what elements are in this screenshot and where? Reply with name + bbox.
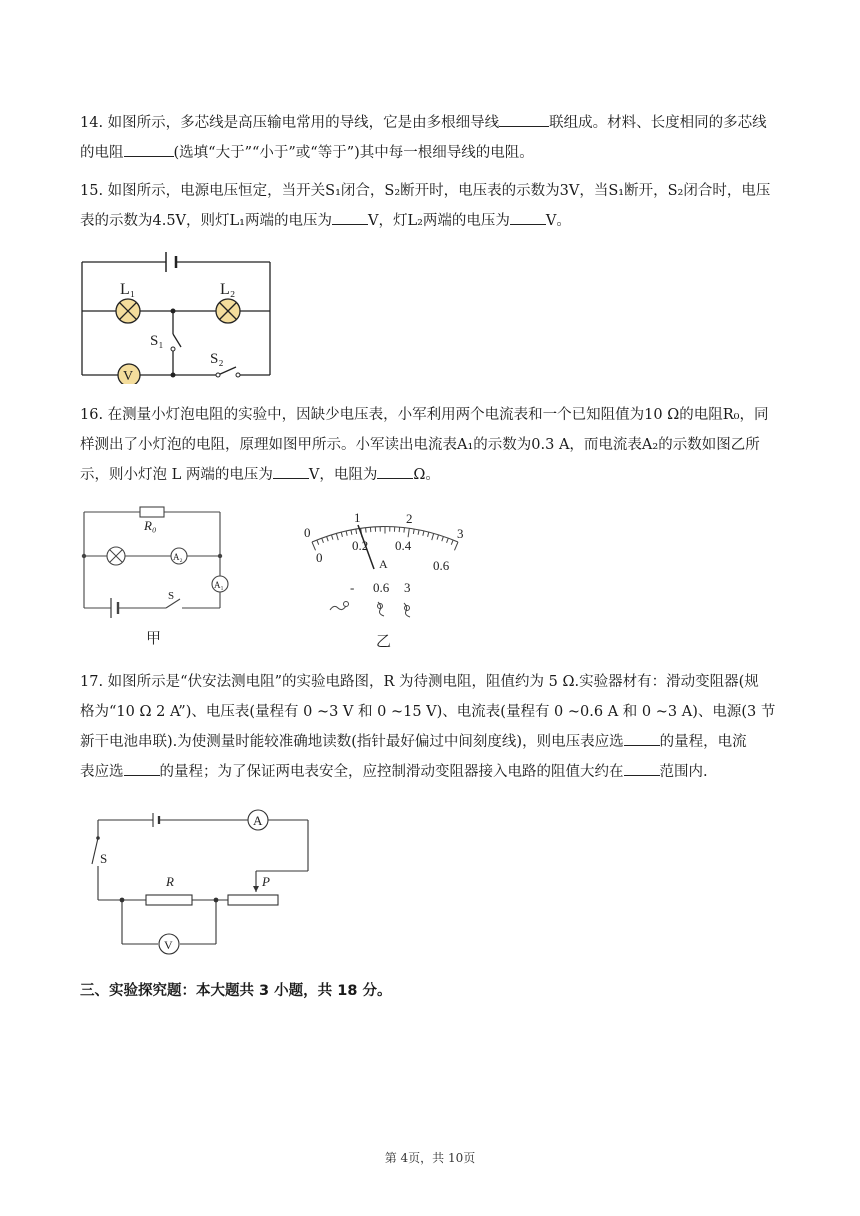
q17-line3-b: 的量程，电流 — [659, 734, 747, 750]
dial-tick — [423, 531, 424, 536]
q15-line1: 15. 如图所示，电源电压恒定，当开关S₁闭合，S₂断开时，电压表的示数为3V，当S₁断开，S₂闭合时，电压 — [80, 183, 771, 199]
dial-tick — [322, 538, 324, 543]
q16-line2: 样测出了小灯泡的电阻，原理如图甲所示。小军读出电流表A₁的示数为0.3 A，而电流表A₂的示数如图乙所 — [80, 437, 760, 453]
inner-tick-0.4: 0.4 — [395, 538, 412, 553]
q14-line1-b: 联组成。材料、长度相同的多芯线 — [549, 115, 767, 131]
dial-tick — [442, 536, 444, 541]
q16-line1: 16. 在测量小灯泡电阻的实验中，因缺少电压表，小军利用两个电流表和一个已知阻值为10 Ω的电阻R₀，同 — [80, 407, 769, 423]
q15-line2-a: 表的示数为4.5V，则灯L₁两端的电压为 — [80, 213, 332, 229]
q15-line2-c: V。 — [545, 213, 571, 229]
inner-tick-0.6: 0.6 — [433, 558, 450, 573]
label-s: S — [168, 590, 175, 602]
q16-circuit-jia — [78, 500, 248, 650]
dial-tick — [366, 528, 367, 533]
answer-blank — [124, 760, 160, 776]
outer-tick-3: 3 — [457, 526, 464, 541]
q17-line1: 17. 如图所示是“伏安法测电阻”的实验电路图，R 为待测电阻，阻值约为 5 Ω.实验器材有：滑动变阻器(规 — [80, 674, 759, 690]
label-p: P — [262, 874, 270, 889]
dial-tick — [317, 540, 319, 545]
dial-tick — [346, 531, 347, 536]
dial-tick — [404, 528, 405, 533]
dial-tick — [447, 538, 449, 543]
outer-tick-1: 1 — [354, 510, 361, 525]
question-14 — [80, 108, 800, 168]
label-a1: A₁ — [214, 580, 224, 590]
terminal-minus: - — [350, 580, 355, 595]
question-17 — [80, 667, 800, 787]
dial-tick — [428, 532, 429, 537]
dial-tick — [356, 529, 357, 534]
inner-tick-0.2: 0.2 — [352, 538, 369, 553]
answer-blank — [332, 209, 368, 225]
caption-yi: 乙 — [376, 634, 392, 650]
label-r0: R₀ — [144, 518, 157, 533]
lamp-l2-icon — [216, 299, 240, 323]
inner-tick-0: 0 — [316, 550, 323, 565]
dial-tick — [341, 532, 342, 537]
dial-tick — [413, 529, 414, 534]
dial-tick — [408, 528, 409, 537]
section-heading: 三、实验探究题：本大题共 3 小题，共 18 分。 — [80, 983, 392, 999]
q14-line1-a: 14. 如图所示，多芯线是高压输电常用的导线，它是由多根细导线 — [80, 115, 500, 131]
q16-ammeter-dial-yi — [300, 505, 480, 653]
q17-circuit-diagram — [88, 808, 328, 958]
question-15 — [80, 176, 800, 236]
label-a2: A₂ — [173, 552, 183, 562]
question-16 — [80, 400, 800, 490]
label-l2: L₂ — [220, 281, 236, 298]
answer-blank — [624, 730, 660, 746]
outer-tick-2: 2 — [406, 511, 413, 526]
q17-line3-a: 新干电池串联).为使测量时能较准确地读数(指针最好偏过中间刻度线)，则电压表应选 — [80, 734, 624, 750]
dial-tick — [351, 530, 352, 535]
q16-line3-b: V，电阻为 — [308, 467, 378, 483]
dial-tick — [454, 542, 458, 550]
page-footer: 第 4页，共 10页 — [384, 1151, 476, 1165]
answer-blank — [624, 760, 660, 776]
answer-blank — [499, 111, 549, 127]
q17-line4-a: 表应选 — [80, 764, 124, 780]
q15-line2-b: V，灯L₂两端的电压为 — [367, 213, 510, 229]
q14-line2-b: (选填“大于”“小于”或“等于”)其中每一根细导线的电阻。 — [173, 145, 534, 161]
label-v: V — [164, 938, 173, 952]
q14-line2-a: 的电阻 — [80, 145, 124, 161]
dial-tick — [312, 542, 316, 550]
q15-circuit-diagram — [78, 248, 278, 384]
terminal-0.6: 0.6 — [373, 580, 390, 595]
terminal-3: 3 — [404, 580, 411, 595]
answer-blank — [273, 463, 309, 479]
caption-jia: 甲 — [146, 631, 162, 647]
answer-blank — [510, 209, 546, 225]
dial-tick — [432, 533, 434, 540]
label-r: R — [166, 874, 174, 889]
answer-blank — [377, 463, 413, 479]
dial-unit: A — [379, 557, 388, 571]
terminal-screws — [330, 602, 410, 618]
label-s2: S₂ — [210, 351, 224, 367]
dial-tick — [331, 535, 332, 540]
label-v: V — [123, 369, 134, 384]
q17-line4-b: 的量程；为了保证两电表安全，应控制滑动变阻器接入电路的阻值大约在 — [159, 764, 624, 780]
lamp-icon — [107, 547, 125, 565]
dial-tick — [437, 535, 438, 540]
dial-tick — [451, 540, 453, 545]
outer-tick-0: 0 — [304, 525, 311, 540]
label-s: S — [100, 851, 108, 866]
q17-line2: 格为“10 Ω 2 A”)、电压表(量程有 0 ~3 V 和 0 ~15 V)、电流表(量程有 0 ~0.6 A 和 0 ~3 A)、电源(3 节 — [80, 704, 776, 720]
label-a: A — [253, 813, 263, 828]
label-s1: S₁ — [150, 333, 164, 349]
q16-line3-a: 示，则小灯泡 L 两端的电压为 — [80, 467, 273, 483]
dial-tick — [418, 530, 419, 535]
answer-blank — [124, 141, 174, 157]
dial-tick — [336, 533, 338, 540]
dial-tick — [327, 536, 329, 541]
slider-arrow — [253, 886, 259, 892]
q17-line4-c: 范围内. — [659, 764, 708, 780]
q16-line3-c: Ω。 — [413, 467, 440, 483]
lamp-l1-icon — [116, 299, 140, 323]
label-l1: L₁ — [120, 281, 136, 298]
